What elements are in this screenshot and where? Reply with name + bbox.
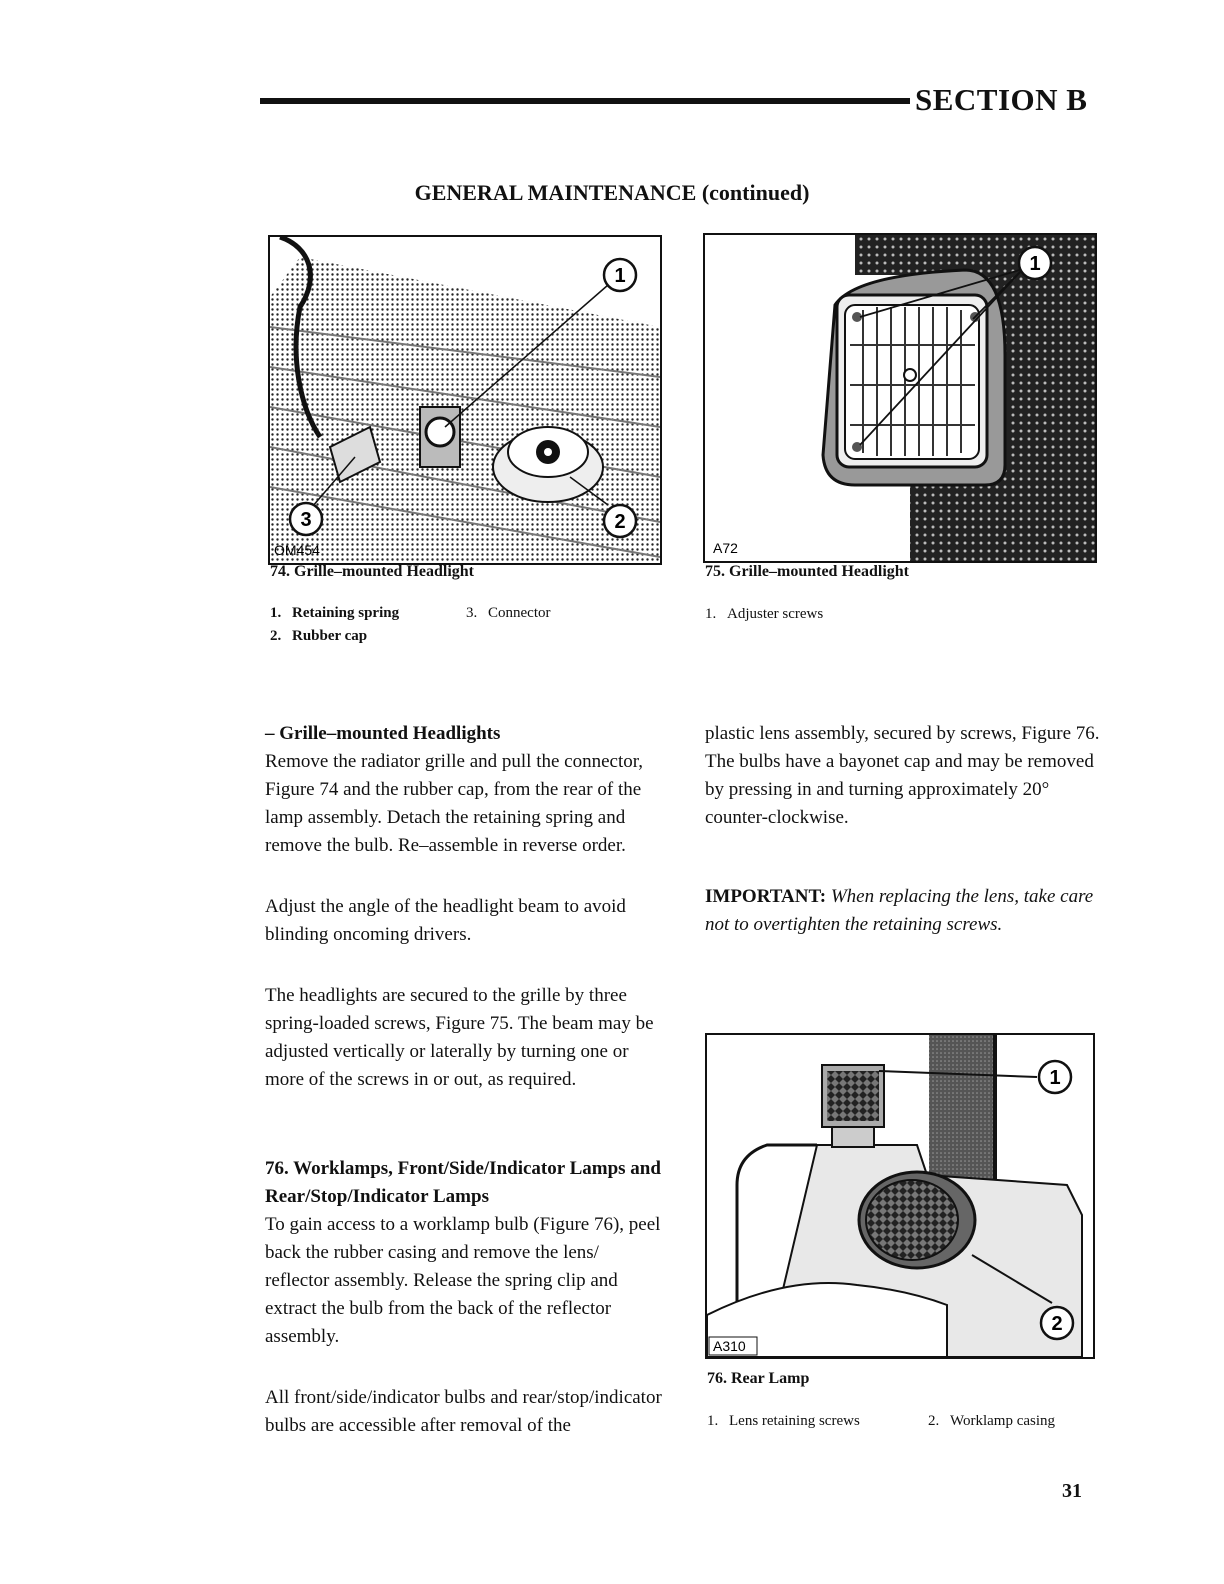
callout-2-fig74 [604, 505, 636, 537]
svg-text:1: 1 [614, 265, 626, 287]
svg-text:1: 1 [1049, 1067, 1061, 1089]
figure-76-code: A310 [713, 1338, 746, 1354]
figure-74-legend-1: 1. Retaining spring [270, 605, 400, 621]
paragraph-remove-grille: Remove the radiator grille and pull the connector, Figure 74 and the rubber cap, from the rear of the lamp assembly. Detach the retaining spring and remove the bulb. Re–assemble in reverse order. [265, 751, 644, 856]
callout-1-fig75 [1019, 247, 1051, 279]
callout-3-fig74 [290, 503, 322, 535]
important-note [705, 883, 1105, 939]
figure-74-legend-3: 3. Connector [466, 605, 551, 621]
page-title: GENERAL MAINTENANCE (continued) [414, 180, 810, 205]
important-label: IMPORTANT: [705, 886, 827, 907]
figure-74-code: OM454 [274, 542, 320, 558]
figure-74-image [268, 235, 662, 565]
figure-75-image [703, 233, 1097, 563]
svg-text:2: 2 [1051, 1313, 1063, 1335]
rear-lamp-illustration [707, 1035, 1093, 1357]
figure-74-legend-2: 2. Rubber cap [270, 628, 368, 644]
paragraph-spring-screws: The headlights are secured to the grille by three spring-loaded screws, Figure 75. The beam may be adjusted vertically or laterally by turning one or more of the screws in or out, as required. [265, 985, 654, 1090]
headlight-rear-illustration [270, 237, 660, 563]
figure-74-caption: 74. Grille–mounted Headlight [270, 563, 474, 580]
svg-text:3: 3 [300, 509, 312, 531]
section-label: SECTION B [915, 82, 1088, 117]
heading-grille-headlights: – Grille–mounted Headlights [265, 723, 501, 744]
callout-2-fig76 [1041, 1307, 1073, 1339]
paragraph-adjust-angle: Adjust the angle of the headlight beam to avoid blinding oncoming drivers. [265, 896, 626, 945]
important-text: When replacing the lens, take care not to overtighten the retaining screws. [705, 886, 1094, 935]
figure-76-image [705, 1033, 1095, 1359]
paragraph-worklamp-bulb: To gain access to a worklamp bulb (Figure 76), peel back the rubber casing and remove the lens/ reflector assembly. Release the spring clip and extract the bulb from the back of the reflector assembly. [265, 1214, 661, 1347]
header-rule [260, 98, 910, 104]
svg-text:1: 1 [1029, 253, 1041, 275]
callout-1-fig74 [604, 259, 636, 291]
grille-headlight-illustration [705, 235, 1095, 561]
figure-76-caption: 76. Rear Lamp [707, 1370, 810, 1387]
figure-76-legend-1: 1. Lens retaining screws [707, 1413, 860, 1429]
paragraph-front-side-bulbs: All front/side/indicator bulbs and rear/stop/indicator bulbs are accessible after removal of the [265, 1387, 662, 1436]
figure-75-code: A72 [713, 540, 738, 556]
page-number: 31 [1062, 1480, 1082, 1502]
paragraph-plastic-lens: plastic lens assembly, secured by screws, Figure 76. The bulbs have a bayonet cap and may be removed by pressing in and turning approximately 20° counter-clockwise. [705, 723, 1100, 828]
callout-1-fig76 [1039, 1061, 1071, 1093]
figure-76-legend-2: 2. Worklamp casing [928, 1413, 1056, 1429]
left-column [265, 720, 665, 860]
figure-75-caption: 75. Grille–mounted Headlight [705, 563, 909, 580]
worklamps-section [265, 1155, 665, 1351]
heading-worklamps: 76. Worklamps, Front/Side/Indicator Lamps and Rear/Stop/Indicator Lamps [265, 1158, 661, 1207]
svg-text:2: 2 [614, 511, 626, 533]
figure-75-legend-1: 1. Adjuster screws [705, 606, 824, 622]
